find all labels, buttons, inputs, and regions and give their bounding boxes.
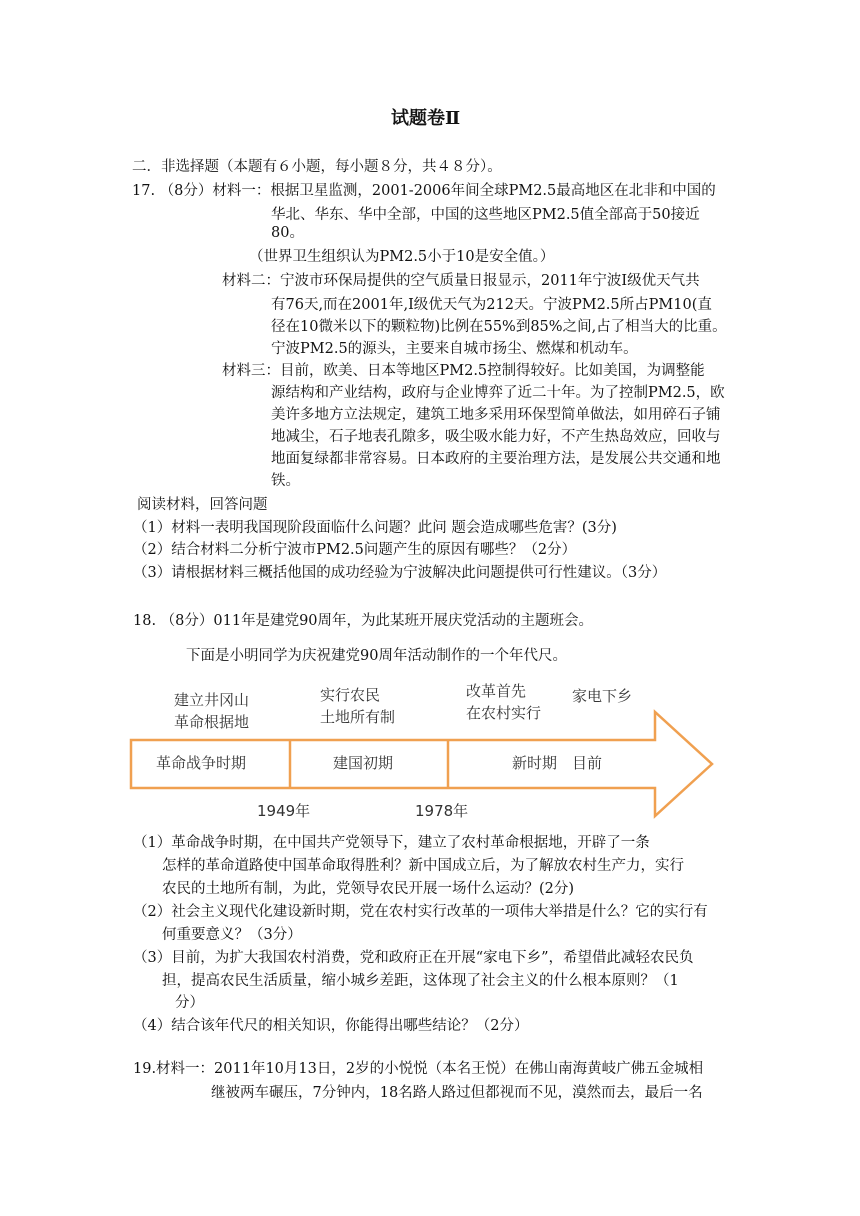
q18-question-1-line2: 怎样的革命道路使中国革命取得胜利？新中国成立后，为了解放农村生产力，实行	[162, 858, 684, 874]
q17-material2-line2: 有76天,而在2001年,Ⅰ级优天气为212天。宁波PM2.5所占PM10(直	[271, 297, 712, 313]
q18-question-3-line1: （3）目前，为扩大我国农村消费，党和政府正在开展“家电下乡”，希望借此减轻农民负	[133, 950, 694, 966]
page-title: 试题卷Ⅱ	[391, 108, 461, 129]
q17-material2-line4: 宁波PM2.5的源头，主要来自城市扬尘、燃煤和机动车。	[271, 341, 638, 357]
q19-material1-line1: 19.材料一：2011年10月13日，2岁的小悦悦（本名王悦）在佛山南海黄岐广佛五金城相	[133, 1061, 704, 1077]
q18-question-4: （4）结合该年代尺的相关知识，你能得出哪些结论？（2分）	[133, 1018, 529, 1034]
q18-question-2-line2: 何重要意义？（3分）	[162, 927, 302, 943]
q17-material1-note: （世界卫生组织认为PM2.5小于10是安全值。）	[249, 249, 555, 265]
q18-question-3-line2: 担，提高农民生活质量，缩小城乡差距，这体现了社会主义的什么根本原则？（1	[162, 973, 679, 989]
q18-question-2-line1: （2）社会主义现代化建设新时期，党在农村实行改革的一项伟大举措是什么？它的实行有	[133, 904, 708, 920]
q17-material1-line3: 80。	[271, 225, 304, 241]
q18-question-1-line3: 农民的土地所有制，为此，党领导农民开展一场什么运动？(2分)	[162, 881, 575, 897]
timeline-top-label-jinggangshan-2: 革命根据地	[174, 713, 250, 731]
q19-material1-line2: 继被两车碾压，7分钟内，18名路人路过但都视而不见，漠然而去，最后一名	[211, 1085, 703, 1101]
q17-material1-line1: 17. （8分）材料一：根据卫星监测，2001-2006年间全球PM2.5最高地区在北非和中国的	[132, 183, 716, 199]
timeline-top-label-land-2: 土地所有制	[320, 708, 396, 726]
q17-question-1: （1）材料一表明我国现阶段面临什么问题？此问 题会造成哪些危害？(3分)	[133, 520, 617, 536]
q17-material2-line3: 径在10微米以下的颗粒物)比例在55%到85%之间,占了相当大的比重。	[271, 319, 727, 335]
timeline-top-label-reform-2: 在农村实行	[466, 704, 542, 722]
q17-question-3: （3）请根据材料三概括他国的成功经验为宁波解决此问题提供可行性建议。（3分）	[133, 565, 667, 581]
timeline-top-label-jinggangshan-1: 建立井冈山	[174, 691, 250, 709]
q17-material3-line3: 美许多地方立法规定，建筑工地多采用环保型简单做法，如用碎石子铺	[271, 407, 721, 423]
section-header: 二．非选择题（本题有６小题，每小题８分，共４８分）。	[132, 159, 502, 175]
q17-prompt: 阅读材料，回答问题	[137, 497, 268, 513]
timeline-top-label-land-1: 实行农民	[320, 686, 381, 704]
q17-material2-line1: 材料二：宁波市环保局提供的空气质量日报显示，2011年宁波Ⅰ级优天气共	[222, 273, 700, 289]
timeline-period-revolution: 革命战争时期	[156, 754, 247, 772]
q17-material1-line2: 华北、华东、华中全部，中国的这些地区PM2.5值全部高于50接近	[271, 207, 700, 223]
timeline-period-new-era: 新时期 目前	[512, 754, 603, 772]
q17-material3-line2: 源结构和产业结构，政府与企业博弈了近二十年。为了控制PM2.5，欧	[271, 385, 725, 401]
q18-intro: 18. （8分）011年是建党90周年，为此某班开展庆党活动的主题班会。	[133, 613, 594, 629]
q18-question-1-line1: （1）革命战争时期，在中国共产党领导下，建立了农村革命根据地，开辟了一条	[133, 835, 650, 851]
q18-question-3-line3: 分）	[175, 995, 204, 1011]
timeline-period-early-prc: 建国初期	[333, 754, 394, 772]
timeline-year-1949: 1949年	[257, 802, 311, 820]
q17-material3-line4: 地减尘，石子地表孔隙多，吸尘吸水能力好，不产生热岛效应，回收与	[271, 429, 721, 445]
q17-question-2: （2）结合材料二分析宁波市PM2.5问题产生的原因有哪些？（2分）	[133, 542, 577, 558]
q17-material3-line1: 材料三：目前，欧美、日本等地区PM2.5控制得较好。比如美国，为调整能	[222, 363, 705, 379]
q17-material3-line5: 地面复绿都非常容易。日本政府的主要治理方法，是发展公共交通和地	[271, 451, 721, 467]
q18-subtitle: 下面是小明同学为庆祝建党90周年活动制作的一个年代尺。	[186, 648, 567, 664]
q17-material3-line6: 铁。	[271, 473, 300, 489]
timeline-year-1978: 1978年	[415, 802, 469, 820]
timeline-top-label-reform-1: 改革首先	[466, 682, 527, 700]
timeline-top-label-appliances: 家电下乡	[572, 687, 633, 705]
